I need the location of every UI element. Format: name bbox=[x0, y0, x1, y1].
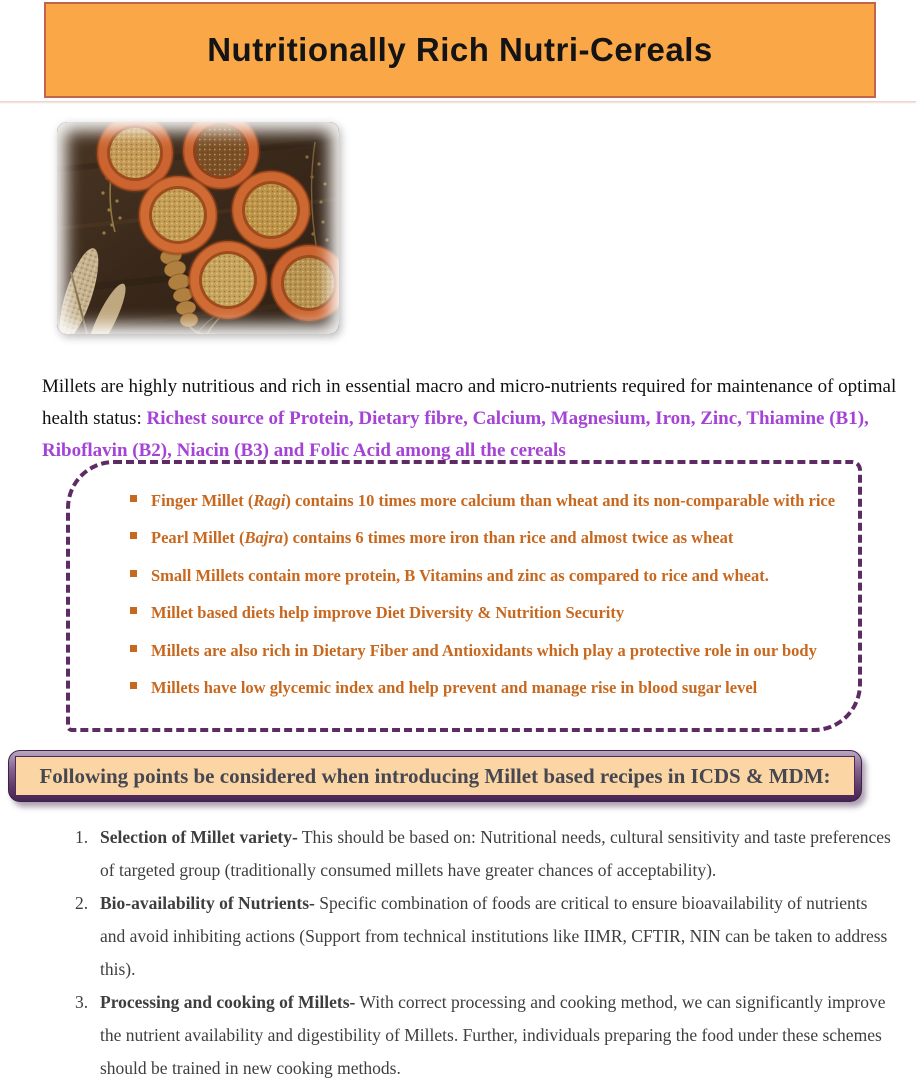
list-item bbox=[58, 986, 894, 1085]
item-number: 1. bbox=[75, 827, 89, 847]
item-body: With correct processing and cooking method, we can significantly improve the nutrient availability and digestibility of Millets. Further, individuals preparing the food under these schemes should be trained in new cooking methods. bbox=[100, 992, 886, 1078]
bullet-square-icon bbox=[130, 682, 137, 689]
list-item bbox=[128, 526, 840, 550]
item-lead: Bio-availability of Nutrients- bbox=[100, 893, 315, 913]
title-banner bbox=[44, 2, 876, 98]
benefit-text: Finger Millet ( bbox=[151, 491, 254, 510]
item-lead: Selection of Millet variety- bbox=[100, 827, 298, 847]
benefits-list bbox=[128, 489, 840, 700]
bullet-square-icon bbox=[130, 532, 137, 539]
item-text bbox=[100, 986, 894, 1085]
list-item bbox=[128, 639, 840, 663]
intro-paragraph bbox=[42, 371, 898, 467]
benefit-text: Millets are also rich in Dietary Fiber and Antioxidants which play a protective role in our body bbox=[151, 640, 817, 660]
list-item bbox=[128, 489, 840, 513]
benefits-box bbox=[66, 460, 862, 732]
benefit-text: Millet based diets help improve Diet Diversity & Nutrition Security bbox=[151, 603, 625, 623]
bullet-square-icon bbox=[130, 570, 137, 577]
benefit-text: ) contains 10 times more calcium than wheat and its non-comparable with rice bbox=[285, 491, 836, 510]
benefit-italic: Bajra bbox=[244, 528, 283, 548]
list-item bbox=[128, 601, 840, 625]
intro-text: Millets are highly nutritious and rich in essential macro and micro-nutrients required for maintenance of optimal health status: bbox=[42, 376, 897, 429]
list-item bbox=[128, 676, 840, 700]
benefit-text: Pearl Millet ( bbox=[151, 528, 245, 548]
item-number: 2. bbox=[75, 893, 89, 913]
list-item bbox=[58, 887, 894, 986]
item-number: 3. bbox=[75, 992, 89, 1012]
benefit-text: ) contains 6 times more iron than rice and almost twice as wheat bbox=[282, 528, 734, 548]
bullet-square-icon bbox=[130, 607, 137, 614]
bullet-square-icon bbox=[130, 645, 137, 652]
banner-shadow-line bbox=[0, 101, 916, 104]
section-heading-text: Following points be considered when introducing Millet based recipes in ICDS & MDM: bbox=[39, 763, 831, 788]
intro-highlight-text: Richest source of Protein, Dietary fibre, Calcium, Magnesium, Iron, Zinc, Thiamine (B1), Riboflavin (B2), Niacin (B3) and Folic Acid among all the cereals bbox=[42, 408, 869, 461]
item-text bbox=[100, 887, 894, 986]
list-item bbox=[128, 564, 840, 588]
item-lead: Processing and cooking of Millets- bbox=[100, 992, 356, 1012]
benefit-italic: Ragi bbox=[253, 491, 286, 510]
benefit-text: Small Millets contain more protein, B Vitamins and zinc as compared to rice and wheat. bbox=[151, 565, 769, 585]
item-text bbox=[100, 821, 894, 887]
millet-bowls-illustration bbox=[57, 122, 339, 334]
benefit-text: Millets have low glycemic index and help prevent and manage rise in blood sugar level bbox=[151, 678, 758, 698]
section-heading-inner bbox=[15, 756, 855, 796]
list-item bbox=[58, 821, 894, 887]
bullet-square-icon bbox=[130, 495, 137, 502]
page-title: Nutritionally Rich Nutri-Cereals bbox=[207, 31, 713, 68]
hero-image bbox=[57, 122, 339, 334]
recommendations-list bbox=[58, 821, 894, 1085]
item-body: This should be based on: Nutritional needs, cultural sensitivity and taste preferences of targeted group (traditionally consumed millets have greater chances of acceptability). bbox=[100, 827, 891, 880]
item-body: Specific combination of foods are critical to ensure bioavailability of nutrients and avoid inhibiting actions (Support from technical institutions like IIMR, CFTIR, NIN can be taken to address this). bbox=[100, 893, 888, 979]
section-heading-banner bbox=[8, 750, 862, 802]
